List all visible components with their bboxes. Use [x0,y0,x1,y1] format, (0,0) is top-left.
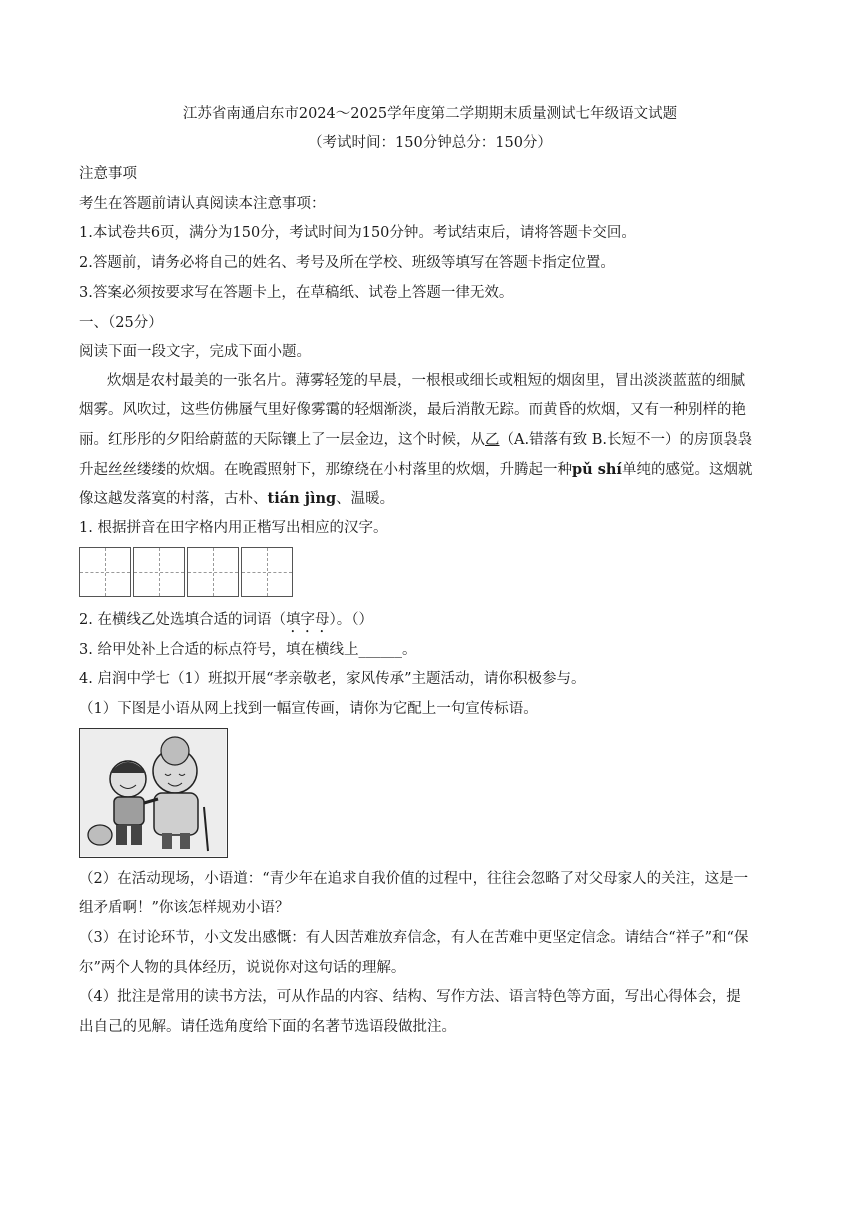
question-4-2: （2）在活动现场，小语道：“青少年在追求自我价值的过程中，往往会忽略了对父母家人的关注，这是一 [79,871,749,887]
notice-intro: 考生在答题前请认真阅读本注意事项： [79,196,326,212]
section-heading: 一、（25分） [79,315,163,331]
question-3-text: 。 [401,642,417,658]
question-3-text: 3. 给甲处补上合适的标点符号，填在横线上 [79,642,359,658]
grid-cell[interactable] [133,547,185,597]
tian-zi-grid[interactable] [79,547,295,597]
notice-item: 2.答题前，请务必将自己的姓名、考号及所在学校、班级等填写在答题卡指定位置。 [79,255,615,271]
passage-text: 丽。红彤彤的夕阳给蔚蓝的天际镶上了一层金边，这个时候，从 [79,432,485,448]
notice-item: 3.答案必须按要求写在答题卡上，在草稿纸、试卷上答题一律无效。 [79,285,514,301]
passage-text: 单纯的感觉。这烟就 [621,462,753,478]
pinyin-2: tián jìng [267,490,337,507]
passage-text: 升起丝丝缕缕的炊烟。在晚霞照射下，那缭绕在小村落里的炊烟，升腾起一种 [79,462,572,478]
question-1: 1. 根据拼音在田字格内用正楷写出相应的汉字。 [79,520,388,536]
question-4: 4. 启润中学七（1）班拟开展“孝亲敬老，家风传承”主题活动，请你积极参与。 [79,671,586,687]
passage-line [79,489,394,509]
passage-text: 、温暖。 [336,491,395,507]
answer-blank[interactable]: ______ [358,642,402,658]
illustration-drawing [80,729,226,856]
question-4-4: 出自己的见解。请任选角度给下面的名著节选语段做批注。 [79,1019,456,1035]
passage-line [79,460,752,480]
pinyin-1: pǔ shí [572,461,622,478]
question-4-2: 组矛盾啊！”你该怎样规劝小语？ [79,900,290,916]
passage-options: （A.错落有致 B.长短不一）的房顶袅袅 [499,432,752,448]
passage-text: 像这越发落寞的村落，古朴、 [79,491,268,507]
grid-cell[interactable] [79,547,131,597]
passage-line [79,430,752,450]
question-2 [79,610,373,636]
question-3 [79,640,416,660]
question-4-3: 尔”两个人物的具体经历，说说你对这句话的理解。 [79,960,406,976]
grid-cell[interactable] [241,547,293,597]
notice-item: 1.本试卷共6页，满分为150分，考试时间为150分钟。考试结束后，请将答题卡交回。 [79,225,636,241]
question-4-3: （3）在讨论环节，小文发出感慨：有人因苦难放弃信念，有人在苦难中更坚定信念。请结合“祥子”和“保 [79,930,749,946]
propaganda-illustration [79,728,228,858]
question-2-text: 2. 在横线乙处选填合适的词语（ [79,612,286,628]
question-4-4: （4）批注是常用的读书方法，可从作品的内容、结构、写作方法、语言特色等方面，写出心得体会，提 [79,989,741,1005]
passage-line: 炊烟是农村最美的一张名片。薄雾轻笼的早晨，一根根或细长或粗短的烟囱里，冒出淡淡蓝蓝的细腻 [107,373,745,389]
emphasis-text: 填字母 [285,612,330,628]
question-4-1: （1）下图是小语从网上找到一幅宣传画，请你为它配上一句宣传标语。 [79,701,538,717]
passage-line: 烟雾。风吹过，这些仿佛蜃气里好像雾霭的轻烟渐淡，最后消散无踪。而黄昏的炊烟，又有一种别样的艳 [79,402,746,418]
grid-cell[interactable] [187,547,239,597]
section-instruction: 阅读下面一段文字，完成下面小题。 [79,344,311,360]
notice-heading: 注意事项 [79,166,137,182]
exam-subtitle: （考试时间：150分钟总分：150分） [308,135,552,151]
blank-mark-yi: 乙 [485,432,500,448]
question-2-text: ）。（） [329,612,373,628]
exam-title: 江苏省南通启东市2024～2025学年度第二学期期末质量测试七年级语文试题 [182,106,678,122]
